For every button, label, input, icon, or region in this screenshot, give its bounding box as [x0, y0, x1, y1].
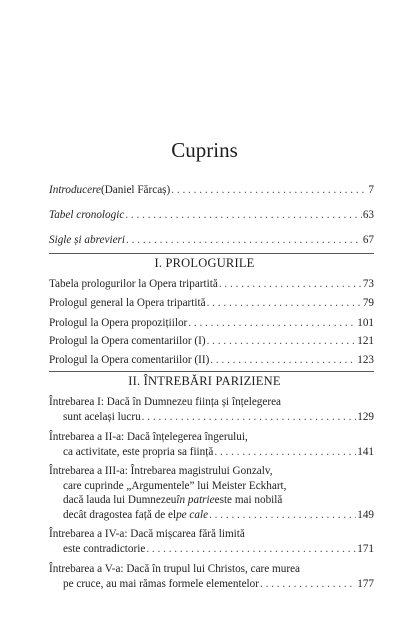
entry-line: Întrebarea a IV-a: Dacă mișcarea fără limită: [49, 528, 245, 540]
leader-dots: [125, 208, 362, 223]
entry-line: dacă lauda lui Dumnezeu în patrie este mai nobilă: [63, 494, 283, 506]
page-number: 79: [362, 297, 374, 309]
entry-continuation: pe cruce, au mai rămas formele elementelor: [63, 577, 259, 590]
entry-continuation: este contradictorie: [63, 542, 146, 555]
leader-dots: [171, 183, 367, 198]
italic-term: pe cale: [176, 508, 209, 521]
entry-line: care cuprinde „Argumentele” lui Meister Eckhart,: [63, 479, 287, 492]
section-divider: [49, 371, 374, 372]
entry-title: (Daniel Fărcaș): [100, 184, 171, 196]
entry-title-italic: Tabel cronologic: [49, 209, 125, 221]
toc-entry: [49, 296, 374, 311]
leader-dots: [207, 296, 362, 311]
entry-title: Prologul la Opera comentariilor (I): [49, 335, 206, 347]
toc-entry: [49, 353, 374, 368]
section-heading: II. ÎNTREBĂRI PARIZIENE: [128, 374, 281, 388]
entry-line: Întrebarea a V-a: Dacă în trupul lui Christos, care murea: [49, 563, 301, 575]
page-number: 177: [357, 577, 374, 590]
page-title: Cuprins: [171, 138, 238, 162]
entry-title: Tabela prologurilor la Opera tripartită: [49, 278, 218, 290]
page-number: 63: [362, 209, 374, 221]
page-number: 121: [357, 335, 374, 347]
leader-dots: [214, 445, 356, 460]
toc-entry: Întrebarea a III-a: Întrebarea magistrului Gonzalv, care cuprinde „Argumentele” lui Meister Eckhart, dacă lauda lui Dumnezeu în patrie este mai nobilă decât dragostea față de el pe cale . . . 149: [49, 464, 374, 522]
italic-term: în patrie: [176, 494, 215, 506]
leader-dots: [142, 410, 357, 425]
entry-line: Întrebarea a II-a: Dacă înțelegerea îngerului,: [49, 431, 248, 443]
toc-entry: [49, 334, 374, 349]
entry-title: Prologul general la Opera tripartită: [49, 297, 206, 309]
page-number: 7: [368, 184, 374, 196]
toc-entry: [49, 395, 374, 424]
page-number: 129: [357, 410, 374, 423]
page-number: 149: [357, 508, 374, 521]
leader-dots: [209, 508, 356, 523]
leader-dots: [146, 542, 356, 557]
toc-entry: [49, 430, 374, 459]
page-number: 101: [357, 317, 374, 329]
leader-dots: [210, 353, 356, 368]
entry-title-italic: Introducere: [49, 184, 101, 196]
toc-entry: [49, 277, 374, 292]
leader-dots: [260, 577, 356, 592]
page-number: 171: [357, 542, 374, 555]
entry-line: Întrebarea I: Dacă în Dumnezeu ființa și înțelegerea: [49, 396, 282, 408]
section-divider: [49, 253, 374, 254]
leader-dots: [207, 334, 357, 349]
toc-entry: [49, 183, 374, 198]
toc-entry: [49, 316, 374, 331]
toc-entry: [49, 233, 374, 248]
entry-title-italic: Sigle și abrevieri: [49, 234, 126, 246]
entry-title: Prologul la Opera propozițiilor: [49, 317, 188, 329]
page-number: 123: [357, 354, 374, 366]
entry-continuation: ca activitate, este propria sa ființă: [63, 445, 214, 458]
toc-entry: [49, 562, 374, 591]
entry-continuation: sunt același lucru: [63, 410, 141, 423]
leader-dots: [126, 233, 362, 248]
page-number: 67: [362, 234, 374, 246]
toc-entry: [49, 208, 374, 223]
entry-title: Prologul la Opera comentariilor (II): [49, 354, 210, 366]
page-number: 73: [362, 278, 374, 290]
page-number: 141: [357, 445, 374, 458]
section-heading: I. PROLOGURILE: [154, 256, 255, 270]
leader-dots: [188, 316, 356, 331]
toc-entry: [49, 527, 374, 556]
entry-line: Întrebarea a III-a: Întrebarea magistrului Gonzalv,: [49, 465, 273, 477]
leader-dots: [219, 277, 362, 292]
